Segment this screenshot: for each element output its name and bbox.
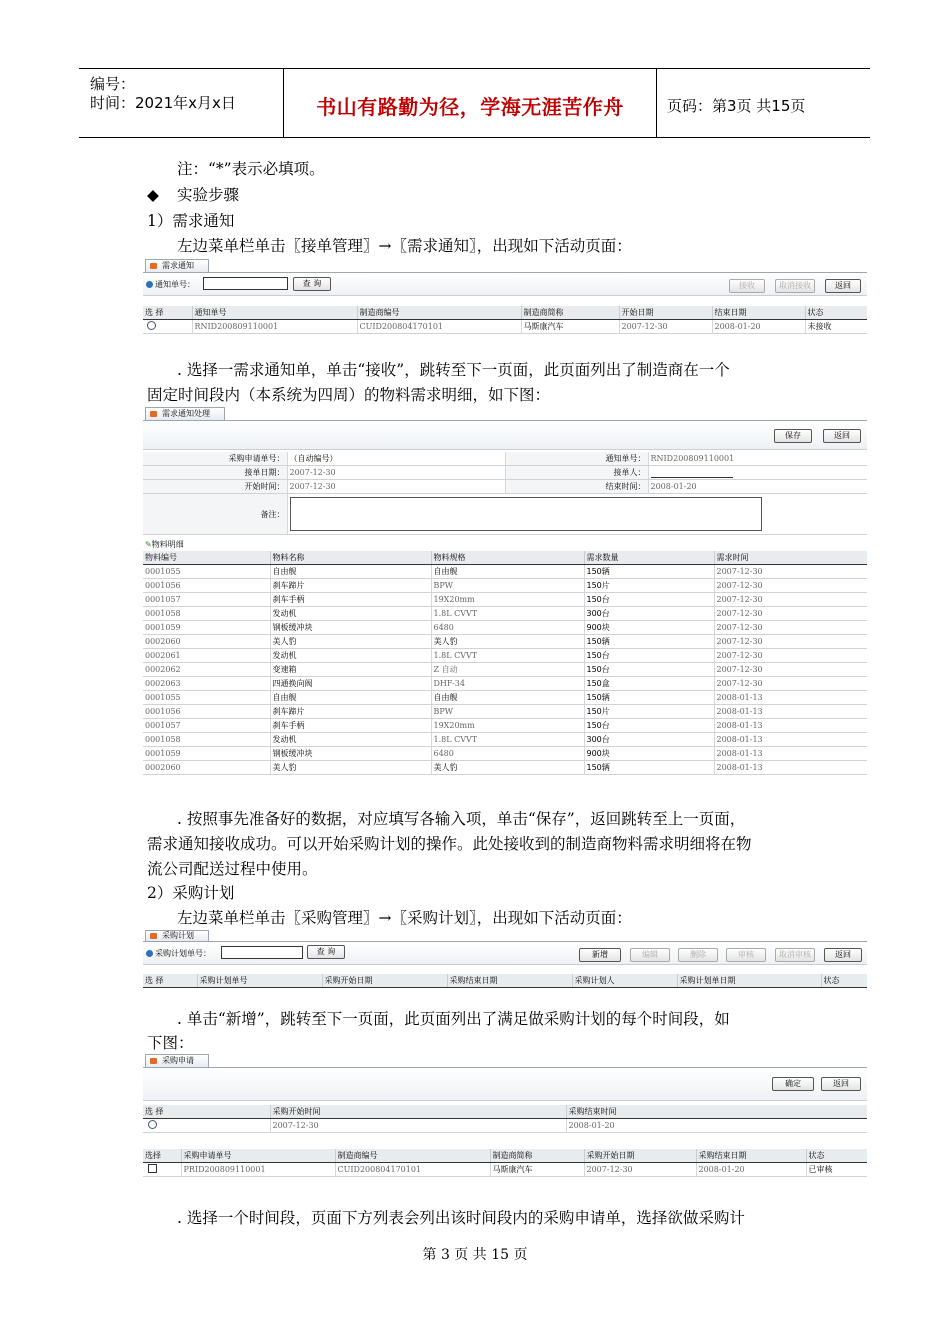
tab-bar [143, 258, 867, 273]
page-number-info: 页码：第3页 共15页 [667, 97, 806, 115]
material-no-cell: 0001056 [143, 579, 270, 593]
required-date-cell: 2007-12-30 [714, 579, 867, 593]
end-time-label: 结束时间： [505, 480, 648, 494]
purchase-request-table [143, 1149, 867, 1177]
material-no-cell: 0001057 [143, 593, 270, 607]
notice-no-input[interactable] [203, 277, 288, 290]
maker-no-cell: CUID200804170101 [357, 320, 521, 334]
material-no-cell: 0001055 [143, 565, 270, 579]
column-header: 采购开始日期 [322, 974, 447, 988]
required-date-cell: 2008-01-13 [714, 705, 867, 719]
receive-button[interactable]: 接收 [729, 279, 765, 293]
table-row[interactable] [143, 1163, 867, 1177]
table-header-row [143, 551, 867, 565]
back-button[interactable]: 返回 [825, 279, 861, 293]
select-radio[interactable] [148, 1120, 157, 1129]
bullet-icon: ◆ [147, 186, 159, 204]
step1-para3-line2: 需求通知接收成功。可以开始采购计划的操作。此处接收到的制造商物料需求明细将在物 [147, 835, 752, 853]
column-header: 物料名称 [270, 551, 431, 565]
required-date-cell: 2007-12-30 [714, 607, 867, 621]
quantity-cell: 300台 [584, 607, 714, 621]
table-row [143, 663, 867, 677]
material-spec-cell: 6480 [431, 747, 584, 761]
step2-title: 2）采购计划 [147, 884, 235, 902]
column-header: 状态 [806, 1149, 867, 1163]
step2-para3-line1: . 选择一个时间段，页面下方列表会列出该时间段内的采购申请单，选择欲做采购计 [177, 1209, 745, 1227]
column-header: 物料规格 [431, 551, 584, 565]
notice-no-value: RNID200809110001 [648, 452, 867, 466]
column-header: 选择 [143, 1149, 181, 1163]
material-spec-cell: Z 自动 [431, 663, 584, 677]
column-header: 需求数量 [584, 551, 714, 565]
request-no-cell: PRID200809110001 [181, 1163, 335, 1177]
quantity-cell: 300台 [584, 733, 714, 747]
column-header: 选 择 [143, 974, 197, 988]
remark-label: 备注： [143, 494, 287, 535]
approve-button[interactable]: 审核 [726, 948, 766, 962]
maker-no-cell: CUID200804170101 [335, 1163, 490, 1177]
table-row [143, 747, 867, 761]
quantity-cell: 150片 [584, 705, 714, 719]
material-spec-cell: 自由舰 [431, 565, 584, 579]
step2-intro: 左边菜单栏单击〖采购管理〗→〖采购计划〗，出现如下活动页面： [177, 909, 632, 927]
maker-name-cell: 马斯康汽车 [521, 320, 619, 334]
table-row [143, 705, 867, 719]
material-name-cell: 钢板缓冲块 [270, 621, 431, 635]
step1-para2-line1: . 选择一需求通知单，单击“接收”，跳转至下一页面，此页面列出了制造商在一个 [177, 361, 730, 379]
save-button[interactable]: 保存 [774, 429, 812, 443]
step1-title: 1）需求通知 [147, 212, 235, 230]
note-text: 注：“*”表示必填项。 [177, 160, 325, 178]
required-date-cell: 2008-01-13 [714, 733, 867, 747]
column-header: 状态 [821, 974, 867, 988]
required-date-cell: 2007-12-30 [714, 593, 867, 607]
section-title: 实验步骤 [177, 186, 240, 204]
column-header: 需求时间 [714, 551, 867, 565]
quantity-cell: 900块 [584, 747, 714, 761]
plan-no-input[interactable] [221, 946, 303, 959]
screenshot-purchase-request [143, 1053, 867, 1181]
table-row [143, 691, 867, 705]
material-spec-cell: 19X20mm [431, 719, 584, 733]
pencil-icon [150, 411, 157, 417]
confirm-button[interactable]: 确定 [772, 1077, 814, 1091]
required-date-cell: 2008-01-13 [714, 691, 867, 705]
table-row[interactable] [143, 1119, 867, 1133]
material-spec-cell: 1.8L CVVT [431, 607, 584, 621]
column-header: 选 择 [143, 1105, 270, 1119]
quantity-cell: 150台 [584, 719, 714, 733]
material-spec-cell: BPW [431, 705, 584, 719]
receive-date-label: 接单日期： [143, 466, 287, 480]
toolbar [143, 1068, 867, 1101]
edit-icon: ✎ [145, 540, 152, 549]
page-footer: 第 3 页 共 15 页 [422, 1247, 528, 1263]
table-header-row [143, 1105, 867, 1119]
quantity-cell: 150台 [584, 649, 714, 663]
table-row [143, 733, 867, 747]
material-no-cell: 0001056 [143, 705, 270, 719]
start-date-cell: 2007-12-30 [584, 1163, 696, 1177]
table-header-row [143, 1149, 867, 1163]
column-header: 采购结束日期 [447, 974, 572, 988]
detail-title: ✎物料明细 [145, 540, 184, 549]
column-header: 采购结束日期 [696, 1149, 806, 1163]
receive-date-value: 2007-12-30 [287, 466, 505, 480]
receiver-input[interactable] [651, 467, 733, 478]
column-header: 制造商编号 [335, 1149, 490, 1163]
status-cell: 已审核 [806, 1163, 867, 1177]
step1-para3-line1: . 按照事先准备好的数据，对应填写各输入项，单击“保存”，返回跳转至上一页面， [177, 810, 746, 828]
material-name-cell: 美人豹 [270, 761, 431, 775]
material-no-cell: 0001058 [143, 733, 270, 747]
material-name-cell: 四通换向阀 [270, 677, 431, 691]
material-name-cell: 美人豹 [270, 635, 431, 649]
column-header: 开始日期 [619, 306, 712, 320]
material-no-cell: 0002063 [143, 677, 270, 691]
required-date-cell: 2008-01-13 [714, 719, 867, 733]
material-name-cell: 钢板缓冲块 [270, 747, 431, 761]
step2-para2-line1: . 单击“新增”，跳转至下一页面，此页面列出了满足做采购计划的每个时间段，如 [177, 1010, 730, 1028]
required-date-cell: 2007-12-30 [714, 621, 867, 635]
status-cell: 未接收 [805, 320, 867, 334]
column-header: 采购开始时间 [270, 1105, 566, 1119]
query-button[interactable]: 查 询 [293, 277, 331, 291]
quantity-cell: 150辆 [584, 691, 714, 705]
material-name-cell: 刹车手柄 [270, 593, 431, 607]
step1-para3-line3: 流公司配送过程中使用。 [147, 860, 318, 878]
column-header: 选 择 [143, 306, 192, 320]
table-header-row [143, 974, 867, 988]
column-header: 通知单号 [192, 306, 357, 320]
end-time-cell: 2008-01-20 [566, 1119, 867, 1133]
header-motto-cell [284, 69, 657, 137]
table-row [143, 635, 867, 649]
toolbar [143, 421, 867, 450]
required-date-cell: 2007-12-30 [714, 663, 867, 677]
tab-demand-notice[interactable]: 需求通知 [145, 259, 209, 272]
material-no-cell: 0002062 [143, 663, 270, 677]
material-no-cell: 0001059 [143, 747, 270, 761]
quantity-cell: 150辆 [584, 565, 714, 579]
column-header: 采购申请单号 [181, 1149, 335, 1163]
column-header: 采购计划人 [572, 974, 677, 988]
quantity-cell: 900块 [584, 621, 714, 635]
material-name-cell: 发动机 [270, 607, 431, 621]
page-header [79, 68, 870, 138]
material-no-cell: 0002061 [143, 649, 270, 663]
material-name-cell: 刹车蹄片 [270, 705, 431, 719]
screenshot-demand-notice [143, 258, 867, 338]
doc-code-label: 编号： [90, 75, 136, 93]
back-button[interactable]: 返回 [821, 1077, 861, 1091]
required-date-cell: 2007-12-30 [714, 635, 867, 649]
delete-button[interactable]: 删除 [678, 948, 718, 962]
required-date-cell: 2007-12-30 [714, 565, 867, 579]
start-time-cell: 2007-12-30 [270, 1119, 566, 1133]
step1-para2-line2: 固定时间段内（本系统为四周）的物料需求明细，如下图： [147, 386, 551, 404]
material-spec-cell: 1.8L CVVT [431, 649, 584, 663]
material-spec-cell: 自由舰 [431, 691, 584, 705]
query-button[interactable]: 查 询 [307, 945, 345, 959]
material-spec-cell: 19X20mm [431, 593, 584, 607]
material-name-cell: 自由舰 [270, 565, 431, 579]
select-radio[interactable] [147, 321, 156, 330]
quantity-cell: 150辆 [584, 635, 714, 649]
edit-button[interactable]: 编辑 [630, 948, 670, 962]
required-date-cell: 2008-01-13 [714, 747, 867, 761]
table-row [143, 621, 867, 635]
required-date-cell: 2007-12-30 [714, 649, 867, 663]
table-row [143, 593, 867, 607]
quantity-cell: 150辆 [584, 761, 714, 775]
motto: 书山有路勤为径，学海无涯苦作舟 [316, 95, 624, 119]
table-row[interactable] [143, 320, 867, 334]
column-header: 结束日期 [712, 306, 805, 320]
cancel-approve-button[interactable]: 取消审核 [775, 948, 815, 962]
start-time-value: 2007-12-30 [287, 480, 505, 494]
table-row [143, 579, 867, 593]
pencil-icon [150, 263, 157, 269]
table-row [143, 761, 867, 775]
table-row [143, 719, 867, 733]
notice-form [143, 452, 867, 535]
column-header: 制造商简称 [521, 306, 619, 320]
add-button[interactable]: 新增 [579, 948, 621, 962]
search-label: 采购计划单号： [146, 948, 211, 959]
quantity-cell: 150盒 [584, 677, 714, 691]
search-icon [146, 281, 153, 288]
material-spec-cell: DHF-34 [431, 677, 584, 691]
tab-bar [143, 406, 867, 421]
end-date-cell: 2008-01-20 [712, 320, 805, 334]
material-name-cell: 自由舰 [270, 691, 431, 705]
pencil-icon [150, 1058, 157, 1064]
toolbar [143, 273, 867, 296]
maker-name-cell: 马斯康汽车 [490, 1163, 584, 1177]
time-period-table [143, 1105, 867, 1133]
pencil-icon [150, 933, 157, 939]
material-spec-cell: 美人豹 [431, 635, 584, 649]
material-no-cell: 0002060 [143, 761, 270, 775]
table-row [143, 677, 867, 691]
header-page-cell [657, 69, 870, 137]
table-row [143, 565, 867, 579]
table-row [143, 649, 867, 663]
material-spec-cell: 美人豹 [431, 761, 584, 775]
material-name-cell: 刹车蹄片 [270, 579, 431, 593]
start-time-label: 开始时间： [143, 480, 287, 494]
toolbar [143, 942, 867, 965]
required-date-cell: 2008-01-13 [714, 761, 867, 775]
material-no-cell: 0001057 [143, 719, 270, 733]
material-no-cell: 0002060 [143, 635, 270, 649]
material-no-cell: 0001058 [143, 607, 270, 621]
material-no-cell: 0001059 [143, 621, 270, 635]
step1-intro: 左边菜单栏单击〖接单管理〗→〖需求通知〗，出现如下活动页面： [177, 237, 632, 255]
material-name-cell: 发动机 [270, 649, 431, 663]
receiver-label: 接单人： [505, 466, 648, 480]
column-header: 采购计划单号 [197, 974, 322, 988]
column-header: 采购结束时间 [566, 1105, 867, 1119]
material-name-cell: 变速箱 [270, 663, 431, 677]
screenshot-notice-processing [143, 406, 867, 784]
header-info-cell [79, 69, 284, 137]
column-header: 物料编号 [143, 551, 270, 565]
tab-bar [143, 1053, 867, 1068]
apply-no-value: （自动编号） [287, 452, 505, 466]
back-button[interactable]: 返回 [823, 429, 861, 443]
tab-bar [143, 929, 867, 942]
end-date-cell: 2008-01-20 [696, 1163, 806, 1177]
step2-para2-line2: 下图： [147, 1034, 194, 1052]
select-checkbox[interactable] [148, 1164, 157, 1173]
quantity-cell: 150台 [584, 663, 714, 677]
material-spec-cell: 1.8L CVVT [431, 733, 584, 747]
back-button[interactable]: 返回 [824, 948, 862, 962]
search-icon [146, 950, 153, 957]
table-header-row [143, 306, 867, 320]
column-header: 状态 [805, 306, 867, 320]
material-spec-cell: BPW [431, 579, 584, 593]
notice-table [143, 306, 867, 334]
material-name-cell: 刹车手柄 [270, 719, 431, 733]
column-header: 制造商简称 [490, 1149, 584, 1163]
material-name-cell: 发动机 [270, 733, 431, 747]
required-date-cell: 2007-12-30 [714, 677, 867, 691]
table-row [143, 607, 867, 621]
material-spec-cell: 6480 [431, 621, 584, 635]
column-header: 采购计划单日期 [677, 974, 821, 988]
tab-purchase-request[interactable]: 采购申请 [145, 1054, 209, 1067]
remark-textarea[interactable] [290, 497, 762, 531]
quantity-cell: 150台 [584, 593, 714, 607]
column-header: 制造商编号 [357, 306, 521, 320]
cancel-receive-button[interactable]: 取消接收 [775, 279, 815, 293]
end-time-value: 2008-01-20 [648, 480, 867, 494]
notice-no-label: 通知单号： [505, 452, 648, 466]
apply-no-label: 采购申请单号： [143, 452, 287, 466]
screenshot-purchase-plan [143, 929, 867, 989]
column-header: 采购开始日期 [584, 1149, 696, 1163]
material-no-cell: 0001055 [143, 691, 270, 705]
purchase-plan-table [143, 974, 867, 988]
search-label: 通知单号： [146, 279, 195, 290]
quantity-cell: 150片 [584, 579, 714, 593]
material-detail-table [143, 551, 867, 775]
notice-no-cell: RNID200809110001 [192, 320, 357, 334]
tab-notice-processing[interactable]: 需求通知处理 [145, 407, 225, 420]
doc-time-label: 时间：2021年x月x日 [90, 94, 236, 112]
start-date-cell: 2007-12-30 [619, 320, 712, 334]
tab-purchase-plan[interactable]: 采购计划 [145, 930, 209, 941]
